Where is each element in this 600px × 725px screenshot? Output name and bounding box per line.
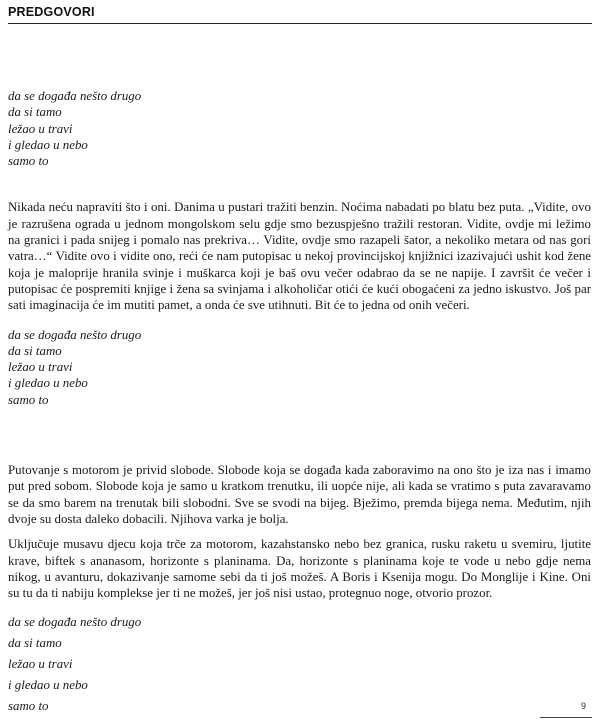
prose-block-1 xyxy=(8,199,591,313)
paragraph: Uključuje musavu djecu koja trče za motorom, kazahstansko nebo bez granica, rusku raketu u svemiru, ljutite krave, biftek s ananasom, horizonte s planinama. Da, horizonte s planinama koje te vode u nebo gdje nema nikog, u avanturu, dokazivanje samome sebi da ti još možeš. A Boris i Ksenija mogu. Do Monglije i Kine. Oni su tu da ti nabiju komplekse jer ti ne možeš, jer još nisi ustao, protegnuo noge, otvorio prozor. xyxy=(8,537,591,601)
poem-line: samo to xyxy=(8,699,49,714)
paragraph: Nikada neću napraviti što i oni. Danima u pustari tražiti benzin. Noćima nabadati po blatu bez puta. „Vidite, ovo je razrušena ograda u jednom mongolskom selu gdje smo bezuspješno tražili restoran. Vidite, ovdje mi ležimo na granici i pada snijeg i pomalo nas prekriva… Vidite, ovdje smo razapeli šator, a nekoliko metara od nas gori vatra…“ Vidite ovo i vidite ono, reći će nam putopisac u nekoj provincijskoj knjižnici izazivajući ushit kod žene koja je maloprije hranila svinje i muškarca koji je baš ovu večer odabrao da se ne napije. I završit će večer i putopisac će pospremiti knjige i žena sa svinjama i alkoholičar otići će kući obogaćeni za jedno iskustvo. Još par sati imaginacija će im mutiti pamet, a onda će sve utihnuti. Bit će to jedna od onih večeri. xyxy=(8,200,591,313)
poem-line: i gledao u nebo xyxy=(8,376,88,391)
poem-line: da si tamo xyxy=(8,343,62,358)
poem-line: ležao u travi xyxy=(8,121,73,136)
paragraph: Putovanje s motorom je privid slobode. Slobode koja se događa kada zaboravimo na ono što je iza nas i imamo put pred sobom. Slobode koja je samo u kratkom trenutku, ili uopće nije, ali kada se vratimo s puta zavaravamo se da smo barem na trenutak bili slobodni. Sve se svodi na bijeg. Bježimo, premda bijega nema. Međutim, njih dvoje su dosta daleko dobacili. Njihova varka je bolja. xyxy=(8,463,591,526)
prose-block-2 xyxy=(8,462,591,601)
poem-line: da se događa nešto drugo xyxy=(8,615,142,630)
poem-line: da si tamo xyxy=(8,105,62,120)
page-body xyxy=(8,88,591,717)
section-title: PREDGOVORI xyxy=(8,5,95,19)
poem-line: i gledao u nebo xyxy=(8,137,88,152)
poem-line: samo to xyxy=(8,154,49,169)
poem-line: da si tamo xyxy=(8,636,62,651)
running-header xyxy=(8,3,592,24)
poem-line: i gledao u nebo xyxy=(8,678,88,693)
poem-line: samo to xyxy=(8,392,49,407)
footer-rule xyxy=(540,717,592,718)
poem-line: ležao u travi xyxy=(8,657,73,672)
poem-line: da se događa nešto drugo xyxy=(8,89,142,103)
page-number: 9 xyxy=(581,701,587,711)
poem-line: ležao u travi xyxy=(8,360,73,375)
poem-line: da se događa nešto drugo xyxy=(8,327,142,342)
poem-stanza-3 xyxy=(8,612,591,717)
poem-stanza-1 xyxy=(8,88,591,169)
poem-stanza-2 xyxy=(8,327,591,408)
